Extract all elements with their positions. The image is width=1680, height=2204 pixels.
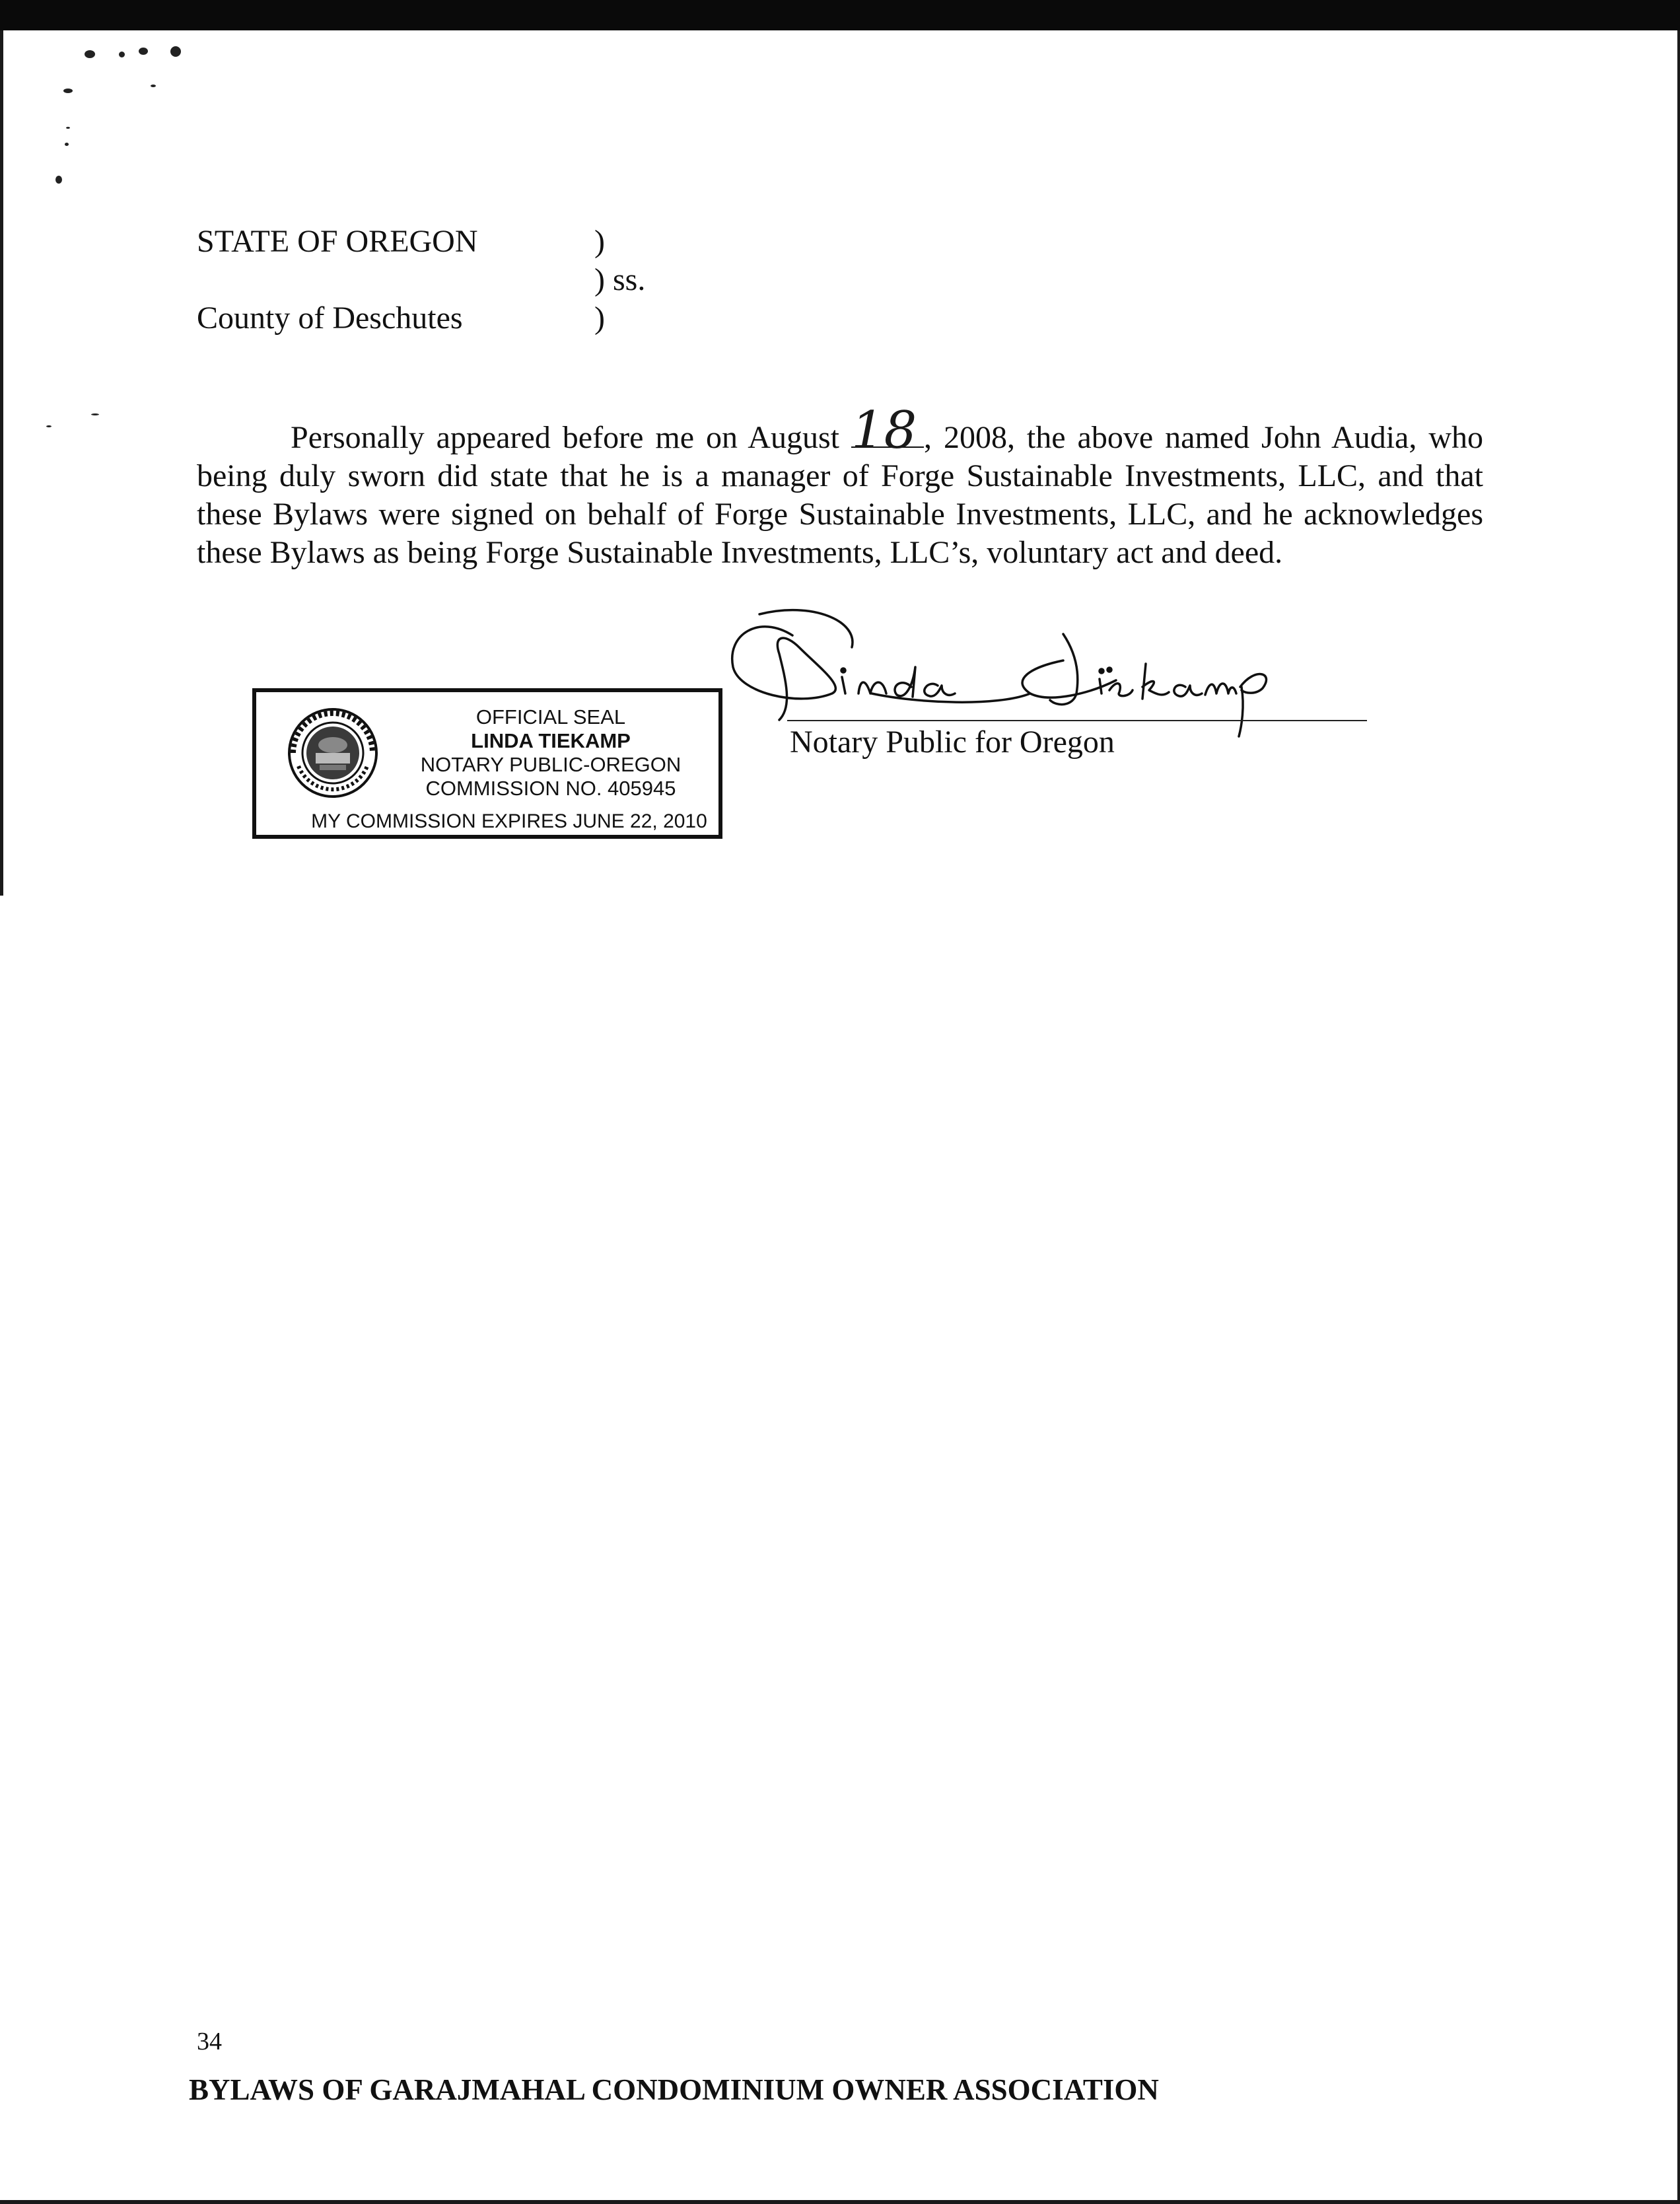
scan-speck bbox=[55, 176, 62, 184]
footer-title: BYLAWS OF GARAJMAHAL CONDOMINIUM OWNER ASSOCIATION bbox=[189, 2073, 1159, 2106]
notary-caption: Notary Public for Oregon bbox=[790, 725, 1115, 760]
scan-left-border bbox=[0, 30, 3, 896]
scan-speck bbox=[46, 425, 52, 427]
acknowledgment-paragraph bbox=[197, 401, 1484, 572]
notary-signature bbox=[720, 594, 1301, 746]
scan-speck bbox=[139, 48, 148, 55]
acknowledgment-text-before-day: Personally appeared before me on August bbox=[291, 420, 839, 455]
seal-heading: OFFICIAL SEAL bbox=[475, 705, 626, 729]
scan-speck bbox=[65, 143, 69, 146]
seal-commission-expiry: MY COMMISSION EXPIRES JUNE 22, 2010 bbox=[311, 810, 707, 832]
seal-commission-number: COMMISSION NO. 405945 bbox=[425, 777, 676, 800]
scan-right-border bbox=[1677, 30, 1680, 2204]
venue-ss: ) ss. bbox=[594, 262, 646, 297]
scan-speck bbox=[91, 413, 99, 415]
acknowledgment-text-after-day: , 2008, the above named John Audia, who being duly sworn did state that he is a manager of Forge Sustainable Investments, LLC, and that these Bylaws were signed on behalf of Forge Sustainable Investments, LLC, and he acknowledges these Bylaws as being Forge Sustainable Investments, LLC’s, voluntary act and deed. bbox=[197, 420, 1484, 570]
state-seal-emblem-icon bbox=[287, 707, 379, 799]
venue-paren: ) bbox=[594, 301, 605, 336]
scan-speck bbox=[85, 50, 95, 58]
venue-county: County of Deschutes bbox=[197, 301, 463, 336]
official-seal-stamp bbox=[252, 688, 722, 839]
seal-text-block bbox=[382, 705, 720, 800]
scan-speck bbox=[151, 85, 156, 87]
signature-line bbox=[787, 720, 1367, 721]
page-number: 34 bbox=[197, 2028, 222, 2055]
scan-speck bbox=[66, 127, 70, 129]
handwritten-day: 18 bbox=[851, 415, 924, 448]
scan-speck bbox=[63, 89, 73, 93]
seal-notary-title: NOTARY PUBLIC-OREGON bbox=[420, 753, 682, 776]
scan-speck bbox=[119, 52, 125, 57]
scan-speck bbox=[170, 46, 181, 57]
venue-paren: ) bbox=[594, 224, 605, 259]
scan-top-border bbox=[0, 0, 1680, 30]
venue-state: STATE OF OREGON bbox=[197, 224, 478, 259]
scan-bottom-border bbox=[0, 2200, 1680, 2204]
seal-notary-name: LINDA TIEKAMP bbox=[471, 729, 631, 752]
